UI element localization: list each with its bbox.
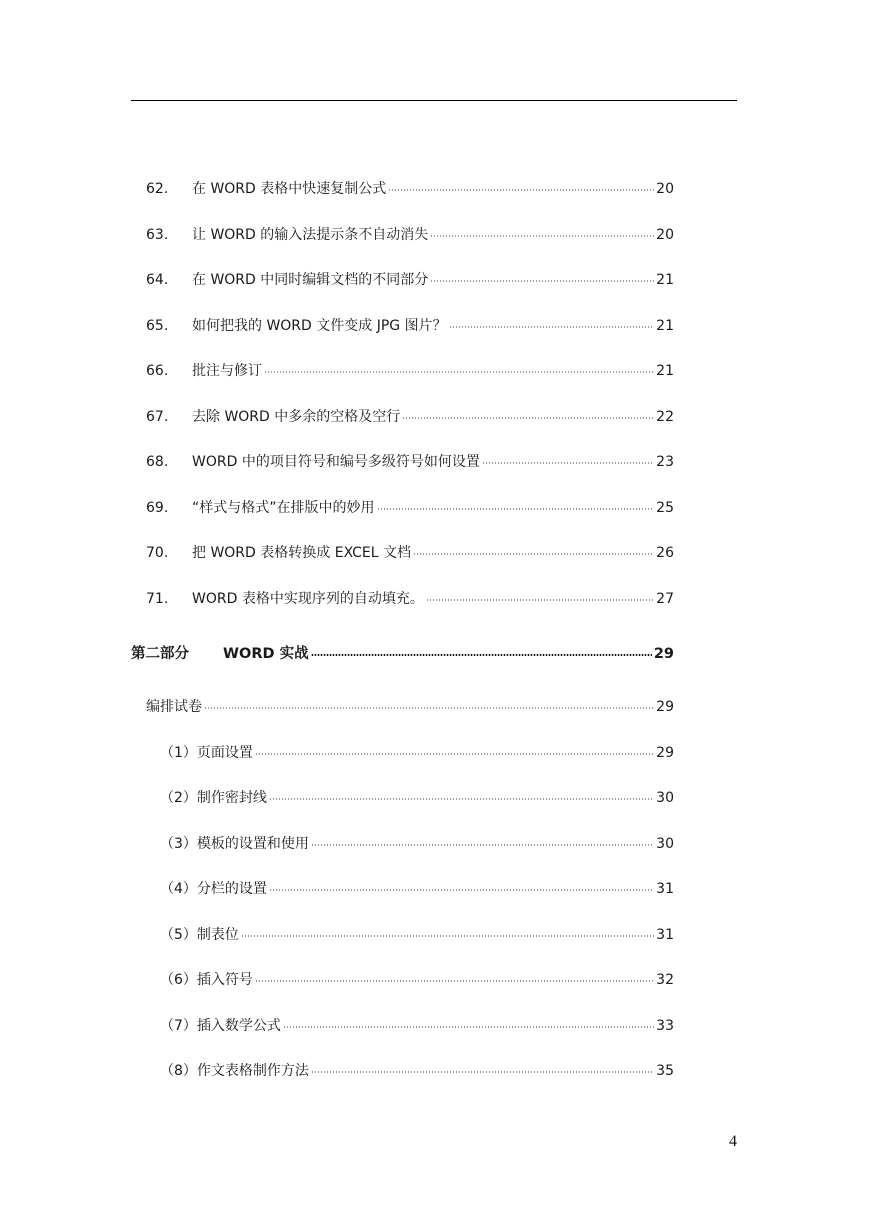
subsection-title: （3）模板的设置和使用 bbox=[160, 836, 309, 852]
toc-entry-page: 21 bbox=[656, 318, 674, 334]
dot-leader bbox=[388, 189, 654, 191]
dot-leader bbox=[430, 235, 654, 237]
toc-entry-title: “样式与格式”在排版中的妙用 bbox=[192, 500, 375, 516]
toc-entry-number: 66. bbox=[146, 363, 169, 379]
dot-leader bbox=[241, 935, 654, 937]
subsection-title: （5）制表位 bbox=[160, 927, 239, 943]
toc-entry-page: 25 bbox=[656, 500, 674, 516]
toc-entry[interactable] bbox=[146, 497, 674, 519]
toc-entry-title: WORD 表格中实现序列的自动填充。 bbox=[192, 591, 424, 607]
toc-entry-number: 69. bbox=[146, 500, 169, 516]
toc-entry-number: 67. bbox=[146, 409, 169, 425]
toc-entry-title: 去除 WORD 中多余的空格及空行 bbox=[192, 409, 401, 425]
toc-entry-page: 20 bbox=[656, 227, 674, 243]
toc-entry-page: 22 bbox=[656, 409, 674, 425]
subsection-title: （4）分栏的设置 bbox=[160, 881, 267, 897]
toc-subsection[interactable] bbox=[160, 924, 674, 946]
dot-leader bbox=[430, 280, 654, 282]
dot-leader bbox=[311, 1071, 654, 1073]
subsection-page: 30 bbox=[656, 790, 674, 806]
dot-leader bbox=[449, 326, 655, 328]
toc-entry-title: 在 WORD 表格中快速复制公式 bbox=[192, 181, 387, 197]
toc-entry-number: 63. bbox=[146, 227, 169, 243]
toc-entry-page: 26 bbox=[656, 545, 674, 561]
section-page: 29 bbox=[656, 699, 674, 715]
toc-entry-number: 65. bbox=[146, 318, 169, 334]
subsection-page: 31 bbox=[656, 927, 674, 943]
subsection-page: 29 bbox=[656, 745, 674, 761]
dot-leader bbox=[402, 417, 654, 419]
subsection-title: （8）作文表格制作方法 bbox=[160, 1063, 309, 1079]
toc-entry[interactable] bbox=[146, 224, 674, 246]
toc-entry-title: 批注与修订 bbox=[192, 363, 262, 379]
dot-leader bbox=[482, 462, 654, 464]
toc-entry-title: 让 WORD 的输入法提示条不自动消失 bbox=[192, 227, 429, 243]
page-number: 4 bbox=[729, 1133, 737, 1150]
toc-entry[interactable] bbox=[146, 451, 674, 473]
toc-entry-page: 20 bbox=[656, 181, 674, 197]
toc-entry-number: 71. bbox=[146, 591, 169, 607]
dot-leader bbox=[426, 599, 654, 601]
toc-subsection[interactable] bbox=[160, 969, 674, 991]
subsection-page: 31 bbox=[656, 881, 674, 897]
toc-entry[interactable] bbox=[146, 406, 674, 428]
part-title: WORD 实战 bbox=[223, 646, 309, 662]
dot-leader bbox=[264, 371, 654, 373]
toc-entry-page: 27 bbox=[656, 591, 674, 607]
toc-entry[interactable] bbox=[146, 178, 674, 200]
toc-entry-number: 62. bbox=[146, 181, 169, 197]
dot-leader bbox=[413, 553, 654, 555]
toc-subsection[interactable] bbox=[160, 742, 674, 764]
subsection-page: 33 bbox=[656, 1018, 674, 1034]
toc-entry[interactable] bbox=[146, 588, 674, 610]
toc-entry-title: 在 WORD 中同时编辑文档的不同部分 bbox=[192, 272, 429, 288]
dot-leader bbox=[283, 1026, 654, 1028]
toc-entry[interactable] bbox=[146, 315, 674, 337]
toc-section[interactable] bbox=[146, 696, 674, 718]
dot-leader bbox=[269, 798, 654, 800]
dot-leader bbox=[311, 844, 654, 846]
subsection-page: 30 bbox=[656, 836, 674, 852]
subsection-title: （6）插入符号 bbox=[160, 972, 253, 988]
toc-entry-page: 23 bbox=[656, 454, 674, 470]
toc-entry-number: 70. bbox=[146, 545, 169, 561]
dot-leader bbox=[311, 654, 652, 656]
subsection-title: （2）制作密封线 bbox=[160, 790, 267, 806]
toc-part-heading[interactable] bbox=[131, 643, 674, 665]
toc-subsection[interactable] bbox=[160, 1015, 674, 1037]
toc-entry[interactable] bbox=[146, 360, 674, 382]
toc-entry-page: 21 bbox=[656, 272, 674, 288]
subsection-page: 32 bbox=[656, 972, 674, 988]
dot-leader bbox=[269, 889, 654, 891]
toc-subsection[interactable] bbox=[160, 787, 674, 809]
part-label: 第二部分 bbox=[131, 646, 189, 662]
toc-entry-number: 68. bbox=[146, 454, 169, 470]
toc-entry-number: 64. bbox=[146, 272, 169, 288]
toc-entry[interactable] bbox=[146, 542, 674, 564]
toc-subsection[interactable] bbox=[160, 1060, 674, 1082]
toc-entry-page: 21 bbox=[656, 363, 674, 379]
section-title: 编排试卷 bbox=[146, 699, 202, 715]
toc-entry-title: 如何把我的 WORD 文件变成 JPG 图片？ bbox=[192, 318, 447, 334]
dot-leader bbox=[255, 753, 654, 755]
subsection-title: （1）页面设置 bbox=[160, 745, 253, 761]
subsection-page: 35 bbox=[656, 1063, 674, 1079]
toc-entry[interactable] bbox=[146, 269, 674, 291]
toc-subsection[interactable] bbox=[160, 833, 674, 855]
part-page: 29 bbox=[653, 646, 674, 662]
toc-entry-title: WORD 中的项目符号和编号多级符号如何设置 bbox=[192, 454, 480, 470]
dot-leader bbox=[255, 980, 654, 982]
toc-subsection[interactable] bbox=[160, 878, 674, 900]
dot-leader bbox=[204, 707, 654, 709]
toc-entry-title: 把 WORD 表格转换成 EXCEL 文档 bbox=[192, 545, 412, 561]
subsection-title: （7）插入数学公式 bbox=[160, 1018, 281, 1034]
dot-leader bbox=[377, 508, 655, 510]
